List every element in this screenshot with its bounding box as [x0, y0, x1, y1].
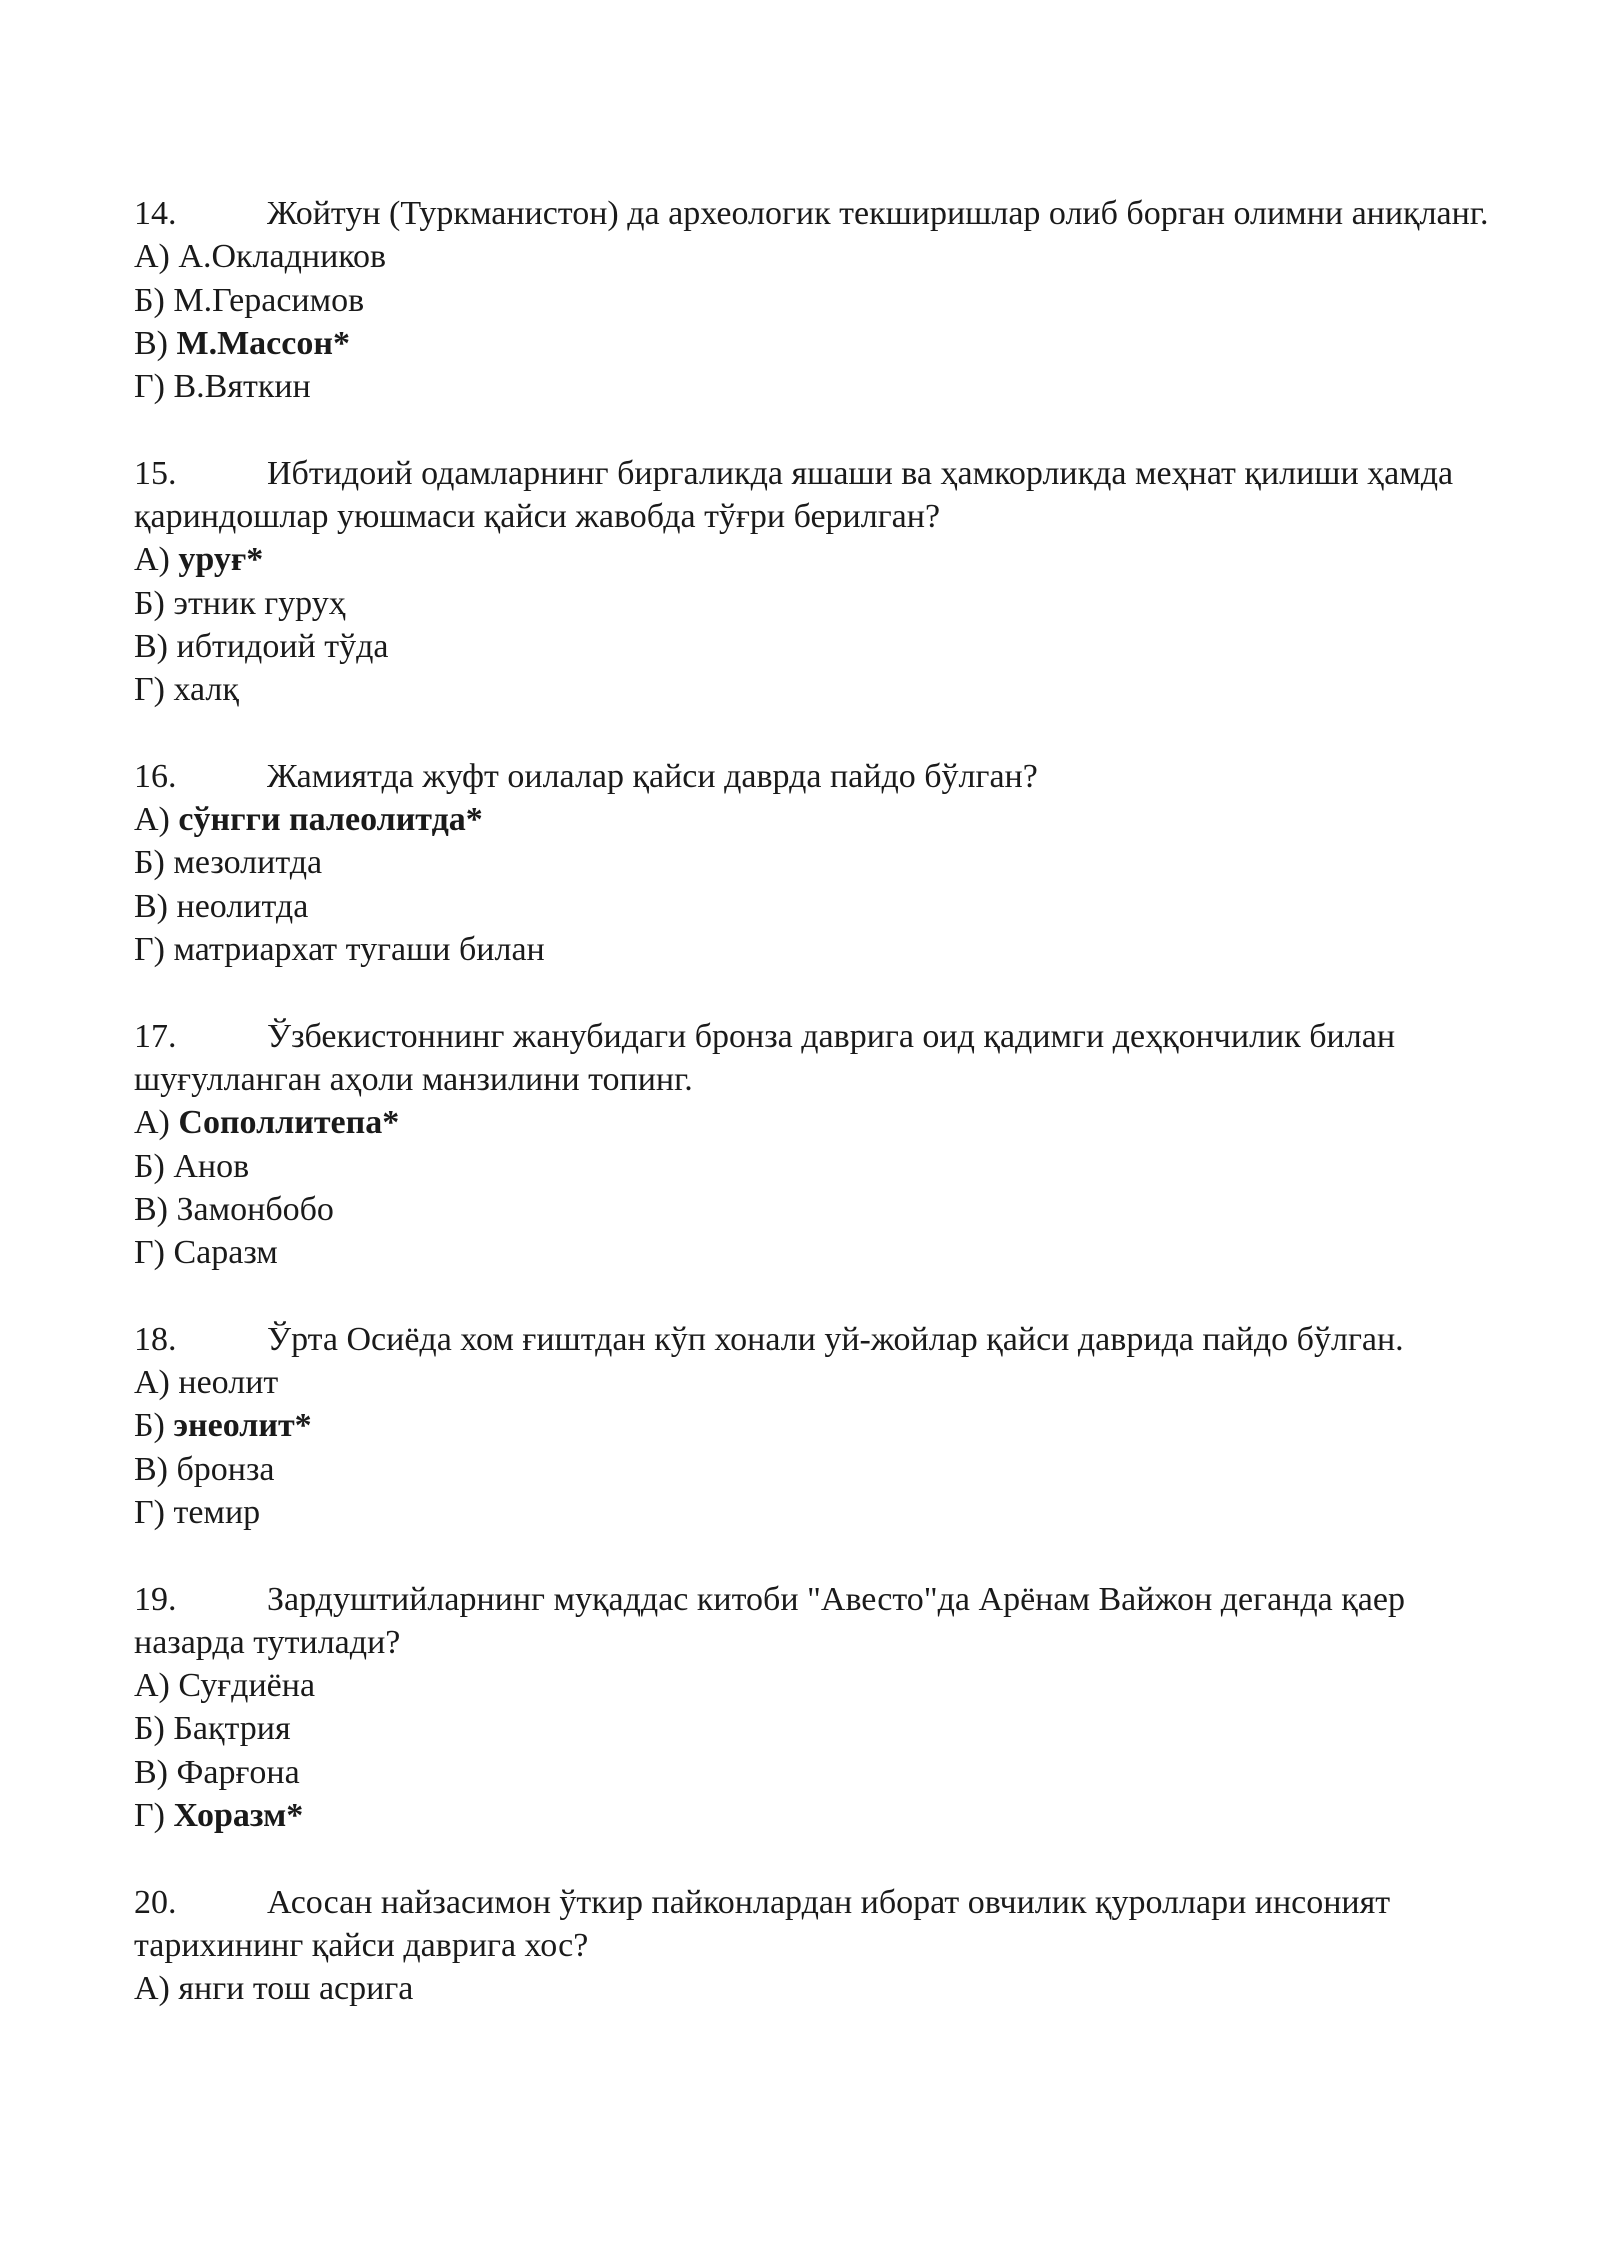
question-text — [134, 452, 1500, 539]
answer-option — [134, 1967, 1500, 2010]
question-number: 18. — [134, 1320, 177, 1358]
question-text — [134, 1881, 1500, 1968]
answer-option — [134, 365, 1500, 408]
option-letter: Б) — [134, 844, 165, 882]
question-block — [134, 1318, 1500, 1534]
answer-option — [134, 1101, 1500, 1144]
question-body: Ўрта Осиёда хом ғиштдан кўп хонали уй-жойлар қайси даврида пайдо бўлган. — [267, 1320, 1404, 1358]
answer-option — [134, 928, 1500, 971]
answer-option — [134, 798, 1500, 841]
answer-option — [134, 1231, 1500, 1274]
correct-option-text: Сополлитепа* — [178, 1104, 400, 1142]
option-text: Бақтрия — [173, 1710, 291, 1748]
answer-option — [134, 1751, 1500, 1794]
option-letter: Б) — [134, 1147, 165, 1185]
option-text: бронза — [176, 1450, 275, 1488]
answer-option — [134, 322, 1500, 365]
option-text: А.Окладников — [178, 238, 387, 276]
option-letter: Б) — [134, 281, 165, 319]
option-letter: Г) — [134, 931, 165, 969]
option-letter: В) — [134, 627, 168, 665]
option-letter: Г) — [134, 1493, 165, 1531]
question-number: 19. — [134, 1580, 177, 1618]
answer-option — [134, 668, 1500, 711]
option-letter: А) — [134, 1970, 170, 2008]
question-text — [134, 192, 1500, 235]
option-letter: Г) — [134, 1796, 165, 1834]
option-text: мезолитда — [173, 844, 323, 882]
correct-option-text: энеолит* — [173, 1407, 312, 1445]
question-body: Жойтун (Туркманистон) да археологик текширишлар олиб борган олимни аниқланг. — [267, 195, 1489, 232]
question-text — [134, 1578, 1500, 1665]
option-letter: Г) — [134, 1234, 165, 1272]
option-text: халқ — [173, 671, 239, 709]
question-number: 16. — [134, 757, 177, 795]
option-text: Фарғона — [176, 1753, 300, 1791]
answer-option — [134, 841, 1500, 884]
option-letter: Б) — [134, 1407, 165, 1445]
question-block — [134, 1015, 1500, 1275]
option-text: этник гуруҳ — [173, 584, 346, 622]
question-body: Жамиятда жуфт оилалар қайси даврда пайдо бўлган? — [267, 757, 1038, 795]
question-number: 15. — [134, 454, 177, 492]
option-letter: Г) — [134, 368, 165, 406]
option-letter: В) — [134, 1190, 168, 1228]
question-block — [134, 452, 1500, 712]
option-text: темир — [173, 1493, 261, 1531]
option-letter: Б) — [134, 1710, 165, 1748]
question-text — [134, 1318, 1500, 1361]
option-text: Анов — [173, 1147, 250, 1185]
option-text: матриархат тугаши билан — [173, 931, 545, 969]
option-letter: А) — [134, 1364, 170, 1402]
option-letter: В) — [134, 1450, 168, 1488]
answer-option — [134, 538, 1500, 581]
answer-option — [134, 885, 1500, 928]
answer-option — [134, 625, 1500, 668]
correct-option-text: уруғ* — [178, 541, 264, 579]
question-number: 20. — [134, 1883, 177, 1921]
answer-option — [134, 1707, 1500, 1750]
question-block — [134, 192, 1500, 408]
answer-option — [134, 235, 1500, 278]
option-text: янги тош асрига — [178, 1970, 414, 2008]
option-letter: А) — [134, 541, 170, 579]
option-text: Замонбобо — [176, 1190, 334, 1228]
option-letter: А) — [134, 801, 170, 839]
answer-option — [134, 1794, 1500, 1837]
question-number: 17. — [134, 1017, 177, 1055]
answer-option — [134, 1404, 1500, 1447]
question-block — [134, 1881, 1500, 2011]
question-body: Ибтидоий одамларнинг биргаликда яшаши ва ҳамкорликда меҳнат қилиши ҳамда қариндошлар уюшмаси қайси жавобда тўғри берилган? — [134, 454, 1454, 536]
question-list — [134, 192, 1500, 2010]
answer-option — [134, 1188, 1500, 1231]
option-text: Саразм — [173, 1234, 278, 1272]
option-text: неолитда — [176, 887, 309, 925]
answer-option — [134, 1448, 1500, 1491]
correct-option-text: М.Массон* — [176, 324, 350, 362]
option-letter: В) — [134, 1753, 168, 1791]
answer-option — [134, 1361, 1500, 1404]
option-text: В.Вяткин — [173, 368, 311, 406]
option-text: Суғдиёна — [178, 1667, 316, 1705]
question-body: Асосан найзасимон ўткир пайконлардан иборат овчилик қуроллари инсоният тарихининг қайси даврига хос? — [134, 1883, 1391, 1964]
correct-option-text: сўнгги палеолитда* — [178, 801, 483, 839]
option-letter: А) — [134, 238, 170, 276]
answer-option — [134, 1145, 1500, 1188]
option-letter: А) — [134, 1104, 170, 1142]
option-text: М.Герасимов — [173, 281, 365, 319]
option-text: неолит — [178, 1364, 279, 1402]
question-text — [134, 1015, 1500, 1102]
option-letter: В) — [134, 887, 168, 925]
question-body: Зардуштийларнинг муқаддас китоби "Авесто"да Арёнам Вайжон деганда қаер назарда тутилади? — [134, 1580, 1405, 1661]
question-block — [134, 1578, 1500, 1838]
question-number: 14. — [134, 195, 177, 232]
question-block — [134, 755, 1500, 971]
option-letter: Б) — [134, 584, 165, 622]
option-text: ибтидоий тўда — [176, 627, 389, 665]
option-letter: В) — [134, 324, 168, 362]
answer-option — [134, 1664, 1500, 1707]
question-text — [134, 755, 1500, 798]
question-body: Ўзбекистоннинг жанубидаги бронза даврига оид қадимги деҳқончилик билан шуғулланган аҳоли манзилини топинг. — [134, 1017, 1396, 1098]
answer-option — [134, 582, 1500, 625]
answer-option — [134, 279, 1500, 322]
option-letter: А) — [134, 1667, 170, 1705]
answer-option — [134, 1491, 1500, 1534]
option-letter: Г) — [134, 671, 165, 709]
correct-option-text: Хоразм* — [173, 1796, 304, 1834]
